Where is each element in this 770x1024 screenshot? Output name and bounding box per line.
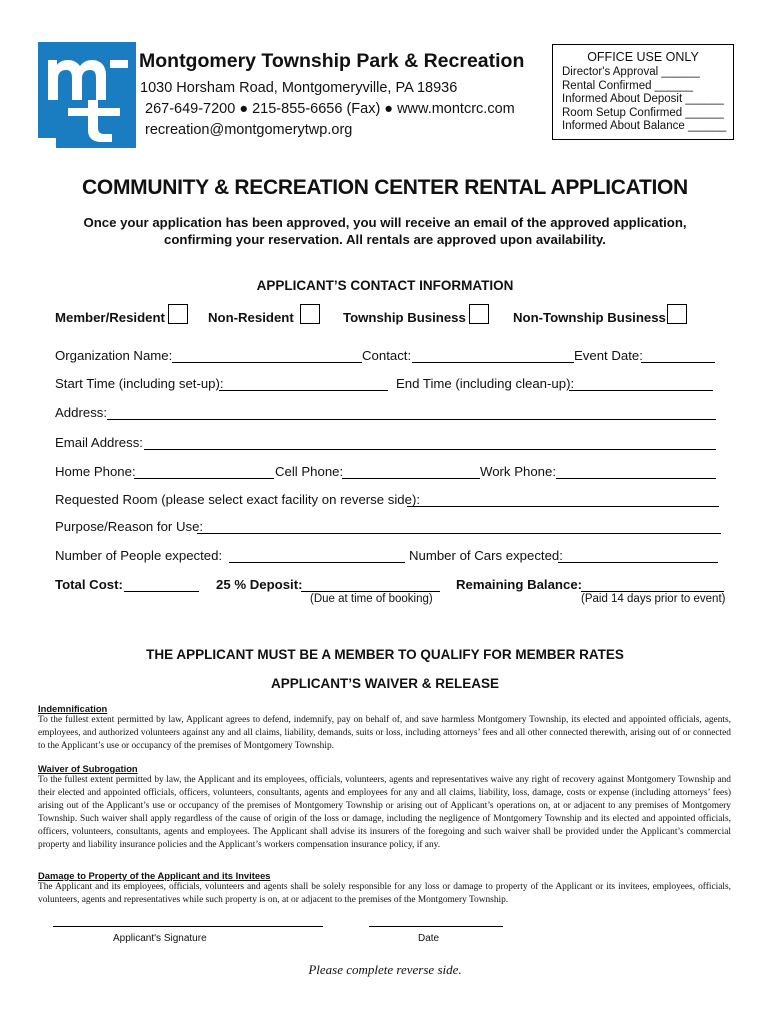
waiver-heading: APPLICANT’S WAIVER & RELEASE (270, 676, 500, 691)
organization-name-field[interactable] (172, 348, 362, 363)
people-expected-field[interactable] (229, 548, 405, 563)
waiver-of-subrogation-text: To the fullest extent permitted by law, the Applicant and its employees, officials, volunteers, agents and representatives waive any right of recovery against Montgomery Township and their elected and appointed officials, officers, volunteers, consultants, agents and employees for any and all claims, liability, loss, damage, costs or expense (including attorneys’ fees) arising out of the Applicant’s use or occupancy of the premises of Montgomery Township or arising out of Applicant’s operations on, at or adjacent to any premises of Montgomery Township. Such waiver shall apply regardless of the cause of origin of the loss or damage, including the negligence of Montgomery Township and its elected and appointed officials, officers, volunteers, consultants, agents and employees. The Applicant shall advise its insurers of the foregoing and such waiver shall be provided under the Applicant’s commercial property and liability insurance policies and the Applicant’s workers compensation insurance policy, if any. (38, 775, 731, 850)
home-phone-field[interactable] (134, 464, 274, 479)
subtitle-line-1: Once your application has been approved, you will receive an email of the approved application, (83, 215, 687, 230)
applicant-signature-label: Applicant's Signature (113, 933, 207, 944)
office-use-line: Informed About Balance ______ (562, 120, 727, 133)
applicant-signature-line[interactable] (53, 926, 323, 927)
balance-note: (Paid 14 days prior to event) (581, 593, 726, 605)
deposit-field[interactable] (301, 577, 440, 592)
member-notice: THE APPLICANT MUST BE A MEMBER TO QUALIFY FOR MEMBER RATES (146, 647, 624, 662)
remaining-balance-label: Remaining Balance: (456, 577, 583, 592)
member-resident-label: Member/Resident (55, 310, 165, 325)
office-use-line: Informed About Deposit ______ (562, 93, 724, 106)
township-business-checkbox[interactable] (469, 304, 489, 324)
address-field[interactable] (107, 405, 716, 420)
org-address: 1030 Horsham Road, Montgomeryville, PA 18936 (140, 80, 458, 96)
start-time-field[interactable] (219, 376, 388, 391)
end-time-label: End Time (including clean-up): (396, 376, 575, 391)
purpose-field[interactable] (197, 519, 721, 534)
requested-room-label: Requested Room (please select exact facility on reverse side): (55, 492, 421, 507)
page-title: COMMUNITY & RECREATION CENTER RENTAL APPLICATION (82, 176, 688, 199)
home-phone-label: Home Phone: (55, 464, 136, 479)
email-label: Email Address: (55, 435, 143, 450)
total-cost-field[interactable] (124, 577, 199, 592)
member-resident-checkbox[interactable] (168, 304, 188, 324)
non-resident-label: Non-Resident (208, 310, 294, 325)
org-name: Montgomery Township Park & Recreation (139, 50, 525, 72)
township-business-label: Township Business (343, 310, 466, 325)
montgomery-township-logo-icon (38, 42, 136, 148)
subtitle-line-2: confirming your reservation. All rentals are approved upon availability. (164, 232, 606, 247)
requested-room-field[interactable] (407, 492, 719, 507)
office-use-line: Rental Confirmed ______ (562, 79, 694, 92)
contact-label: Contact: (362, 348, 412, 363)
address-label: Address: (55, 405, 108, 420)
purpose-label: Purpose/Reason for Use: (55, 519, 204, 534)
email-field[interactable] (144, 435, 716, 450)
work-phone-label: Work Phone: (480, 464, 556, 479)
office-use-title: OFFICE USE ONLY (587, 50, 699, 64)
organization-name-label: Organization Name: (55, 348, 173, 363)
cars-expected-field[interactable] (558, 548, 718, 563)
event-date-field[interactable] (641, 348, 715, 363)
deposit-note: (Due at time of booking) (310, 593, 433, 605)
org-email: recreation@montgomerytwp.org (145, 122, 353, 138)
damage-to-property-heading: Damage to Property of the Applicant and its Invitees (38, 870, 271, 881)
work-phone-field[interactable] (556, 464, 716, 479)
indemnification-text: To the fullest extent permitted by law, Applicant agrees to defend, indemnify, pay on behalf of, and save harmless Montgomery Township, its elected and appointed officials, agents, employees, and authorized volunteers against any and all claims, liability, demands, suits or loss, including attorneys’ fees and all other connected therewith, arising out of or connected to the Applicant’s use or occupancy of the premises of Montgomery Township. (38, 715, 731, 751)
footer-note: Please complete reverse side. (308, 962, 462, 977)
date-line[interactable] (369, 926, 503, 927)
office-use-box (552, 44, 734, 140)
indemnification-heading: Indemnification (38, 703, 108, 714)
total-cost-label: Total Cost: (55, 577, 123, 592)
cell-phone-field[interactable] (342, 464, 480, 479)
deposit-label: 25 % Deposit: (216, 577, 303, 592)
non-township-business-label: Non-Township Business (513, 310, 666, 325)
date-label: Date (418, 933, 440, 944)
contact-field[interactable] (412, 348, 574, 363)
people-expected-label: Number of People expected: (55, 548, 223, 563)
waiver-of-subrogation-heading: Waiver of Subrogation (38, 763, 138, 774)
non-township-business-checkbox[interactable] (667, 304, 687, 324)
office-use-line: Director's Approval ______ (562, 66, 700, 79)
non-resident-checkbox[interactable] (300, 304, 320, 324)
damage-to-property-text: The Applicant and its employees, officials, volunteers and agents shall be solely responsible for any loss or damage to property of the Applicant or its invitees, employees, officials, volunteers, agents and representatives while such property is on, at or adjacent to the premises of the Montgomery Township. (38, 882, 731, 905)
office-use-line: Room Setup Confirmed ______ (562, 106, 724, 119)
event-date-label: Event Date: (574, 348, 643, 363)
contact-section-heading: APPLICANT’S CONTACT INFORMATION (256, 278, 514, 293)
page-subtitle (0, 214, 770, 248)
start-time-label: Start Time (including set-up): (55, 376, 224, 391)
cars-expected-label: Number of Cars expected: (409, 548, 563, 563)
end-time-field[interactable] (569, 376, 713, 391)
org-contact-line: 267-649-7200 ● 215-855-6656 (Fax) ● www.montcrc.com (145, 101, 515, 117)
cell-phone-label: Cell Phone: (275, 464, 344, 479)
remaining-balance-field[interactable] (581, 577, 724, 592)
